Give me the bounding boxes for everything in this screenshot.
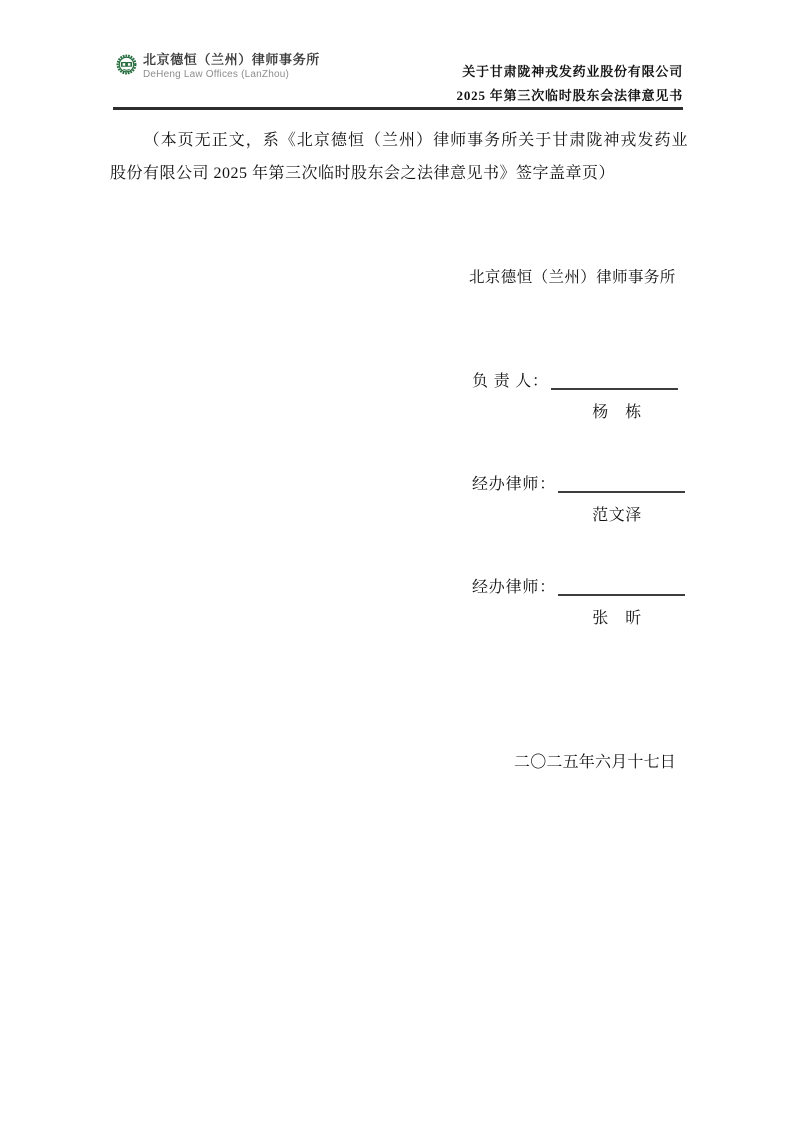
firm-brand-text bbox=[143, 53, 320, 80]
signature-row bbox=[472, 372, 687, 392]
deheng-seal-icon bbox=[116, 54, 137, 75]
signature-row bbox=[472, 475, 687, 495]
header-title-line1: 关于甘肃陇神戎发药业股份有限公司 bbox=[462, 64, 683, 79]
signatory-name-zhang-xin: 张 昕 bbox=[592, 610, 642, 627]
signature-block-responsible-person bbox=[472, 372, 687, 423]
signature-label-handling-lawyer: 经办律师： bbox=[472, 579, 557, 596]
firm-brand bbox=[116, 53, 320, 80]
signature-label-responsible-person: 负 责 人： bbox=[472, 373, 549, 390]
signatory-name-yang-dong: 杨 栋 bbox=[592, 404, 642, 421]
signature-label-handling-lawyer: 经办律师： bbox=[472, 476, 557, 493]
header-divider bbox=[113, 107, 683, 110]
no-body-text-statement: （本页无正文，系《北京德恒（兰州）律师事务所关于甘肃陇神戎发药业股份有限公司 2025 年第三次临时股东会之法律意见书》签字盖章页） bbox=[110, 132, 688, 182]
header-title-line2: 2025 年第三次临时股东会法律意见书 bbox=[456, 88, 683, 103]
signature-block-handling-lawyer-2 bbox=[472, 578, 687, 629]
firm-name-cn: 北京德恒（兰州）律师事务所 bbox=[143, 52, 320, 67]
signing-firm-name: 北京德恒（兰州）律师事务所 bbox=[469, 269, 676, 286]
document-date: 二〇二五年六月十七日 bbox=[514, 754, 677, 771]
firm-name-en: DeHeng Law Offices (LanZhou) bbox=[143, 69, 290, 80]
signature-block-handling-lawyer-1 bbox=[472, 475, 687, 526]
signatory-name-fan-wenze: 范文泽 bbox=[592, 507, 642, 524]
document-header-title bbox=[457, 64, 683, 103]
signature-line bbox=[558, 578, 685, 596]
signature-row bbox=[472, 578, 687, 598]
signature-line bbox=[551, 372, 678, 390]
signature-line bbox=[558, 475, 685, 493]
